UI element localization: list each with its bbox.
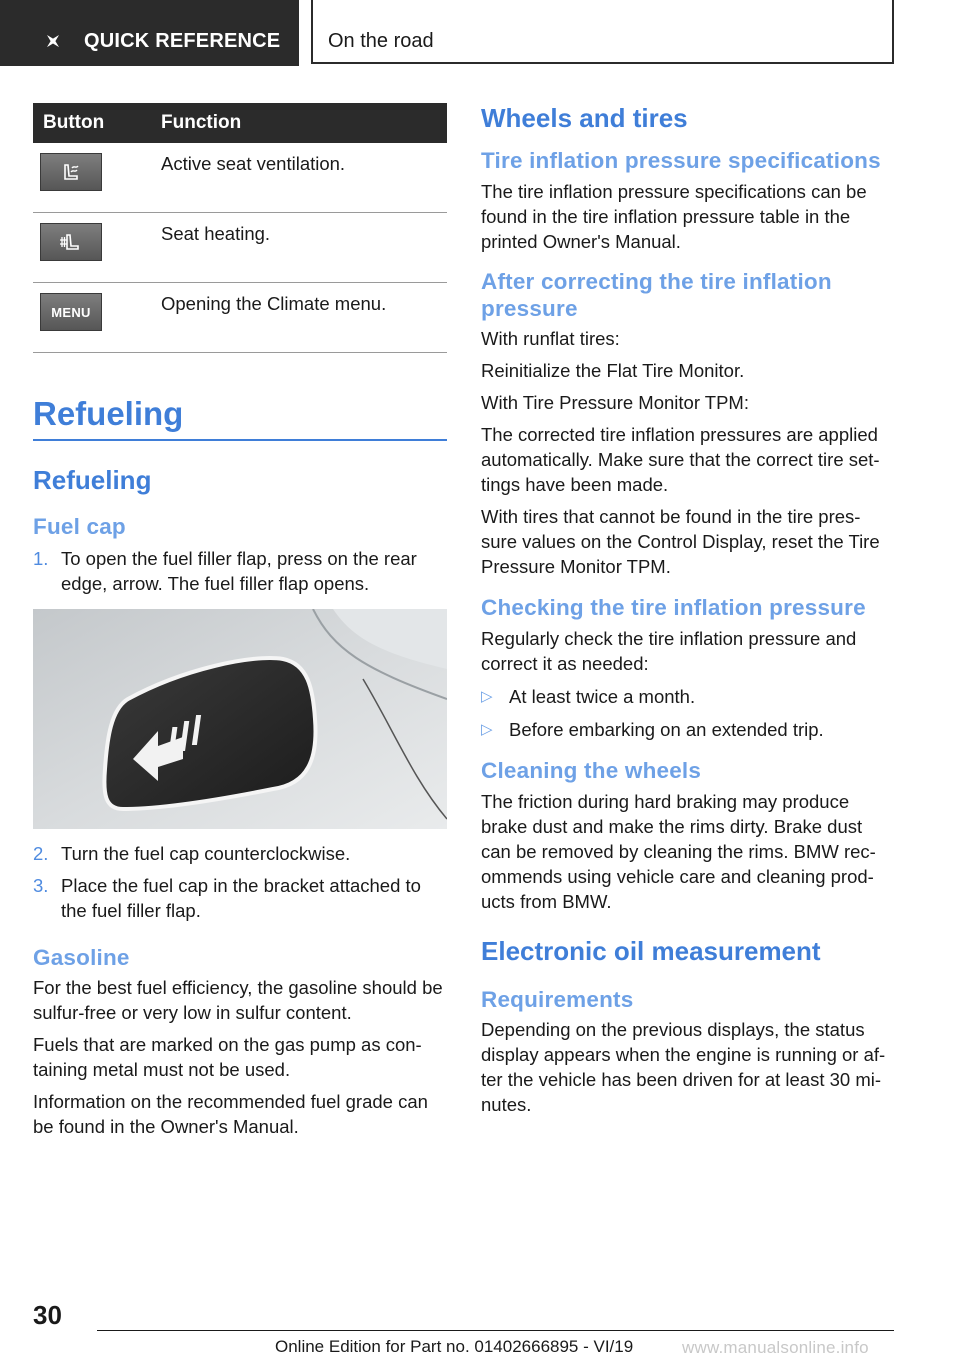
paragraph: The tire inflation pressure specifications can be found in the tire inflation pressure table in the printed Owner's Manual. <box>481 181 867 252</box>
seat-ventilation-button-image <box>40 153 102 191</box>
list-item: 3. Place the fuel cap in the bracket attached to the fuel filler flap. <box>33 875 421 921</box>
oil-measurement-heading: Electronic oil measurement <box>481 936 821 966</box>
paragraph: The friction during hard braking may produce brake dust and make the rims dirty. Brake dust can be removed by cleaning the rims. BMW rec-ommends using vehicle care and cleaning prod-ucts from BMW. <box>481 791 876 912</box>
pressure-specs-heading: Tire inflation pressure specifications <box>481 148 881 173</box>
section-title: On the road <box>328 30 434 52</box>
menu-button-icon: MENU <box>51 304 91 320</box>
button-function-table <box>33 103 447 353</box>
table-cell-function: Active seat ventilation. <box>155 143 447 213</box>
footer-rule <box>97 1330 894 1331</box>
table-header-button: Button <box>33 103 155 143</box>
refueling-section-heading: Refueling <box>33 465 152 495</box>
list-item: ▷ Before embarking on an extended trip. <box>481 719 824 740</box>
paragraph: With runflat tires: <box>481 328 620 349</box>
quick-reference-icon <box>42 30 64 52</box>
paragraph: For the best fuel efficiency, the gasoline should be sulfur-free or very low in sulfur content. <box>33 977 443 1023</box>
quick-reference-label: QUICK REFERENCE <box>84 30 281 52</box>
gasoline-heading: Gasoline <box>33 945 130 970</box>
table-header-function: Function <box>155 103 447 143</box>
section-header <box>311 0 894 64</box>
fuel-cap-photo <box>33 609 447 829</box>
seat-heating-icon <box>56 227 86 257</box>
right-column <box>481 103 895 1117</box>
wheels-tires-heading: Wheels and tires <box>481 103 688 133</box>
after-correcting-heading: After correcting the tire inflation pressure <box>481 269 832 321</box>
quick-reference-tab[interactable] <box>0 0 299 66</box>
paragraph: Reinitialize the Flat Tire Monitor. <box>481 360 745 381</box>
table-row <box>33 213 447 283</box>
refueling-chapter-heading: Refueling <box>33 395 184 432</box>
paragraph: Depending on the previous displays, the status display appears when the engine is running or af-ter the vehicle has been driven for at least 30 mi-nutes. <box>481 1019 886 1115</box>
paragraph: The corrected tire inflation pressures are applied automatically. Make sure that the correct tire set-tings have been made. <box>481 424 880 495</box>
list-item: 1. To open the fuel filler flap, press on the rear edge, arrow. The fuel filler flap opens. <box>33 548 417 594</box>
paragraph: Fuels that are marked on the gas pump as con-taining metal must not be used. <box>33 1034 422 1080</box>
checking-pressure-heading: Checking the tire inflation pressure <box>481 595 866 620</box>
table-cell-function: Opening the Climate menu. <box>155 283 447 353</box>
left-column <box>33 103 447 1139</box>
list-item: 2. Turn the fuel cap counterclockwise. <box>33 843 351 864</box>
page-number: 30 <box>33 1300 62 1330</box>
fuel-cap-heading: Fuel cap <box>33 514 126 539</box>
watermark: www.manualsonline.info <box>682 1338 869 1357</box>
bullet-triangle-icon: ▷ <box>481 721 493 738</box>
paragraph: Information on the recommended fuel grade can be found in the Owner's Manual. <box>33 1091 428 1137</box>
edition-text: Online Edition for Part no. 01402666895 - VI/19 <box>275 1337 634 1356</box>
table-row <box>33 143 447 213</box>
cleaning-wheels-heading: Cleaning the wheels <box>481 758 702 783</box>
paragraph: With Tire Pressure Monitor TPM: <box>481 392 749 413</box>
bullet-triangle-icon: ▷ <box>481 688 493 705</box>
requirements-heading: Requirements <box>481 987 634 1012</box>
paragraph: Regularly check the tire inflation pressure and correct it as needed: <box>481 628 857 674</box>
menu-button-image <box>40 293 102 331</box>
table-row <box>33 283 447 353</box>
table-cell-function: Seat heating. <box>155 213 447 283</box>
paragraph: With tires that cannot be found in the tire pres-sure values on the Control Display, reset the Tire Pressure Monitor TPM. <box>481 506 880 577</box>
seat-ventilation-icon <box>56 157 86 187</box>
list-item: ▷ At least twice a month. <box>481 686 696 707</box>
seat-heating-button-image <box>40 223 102 261</box>
